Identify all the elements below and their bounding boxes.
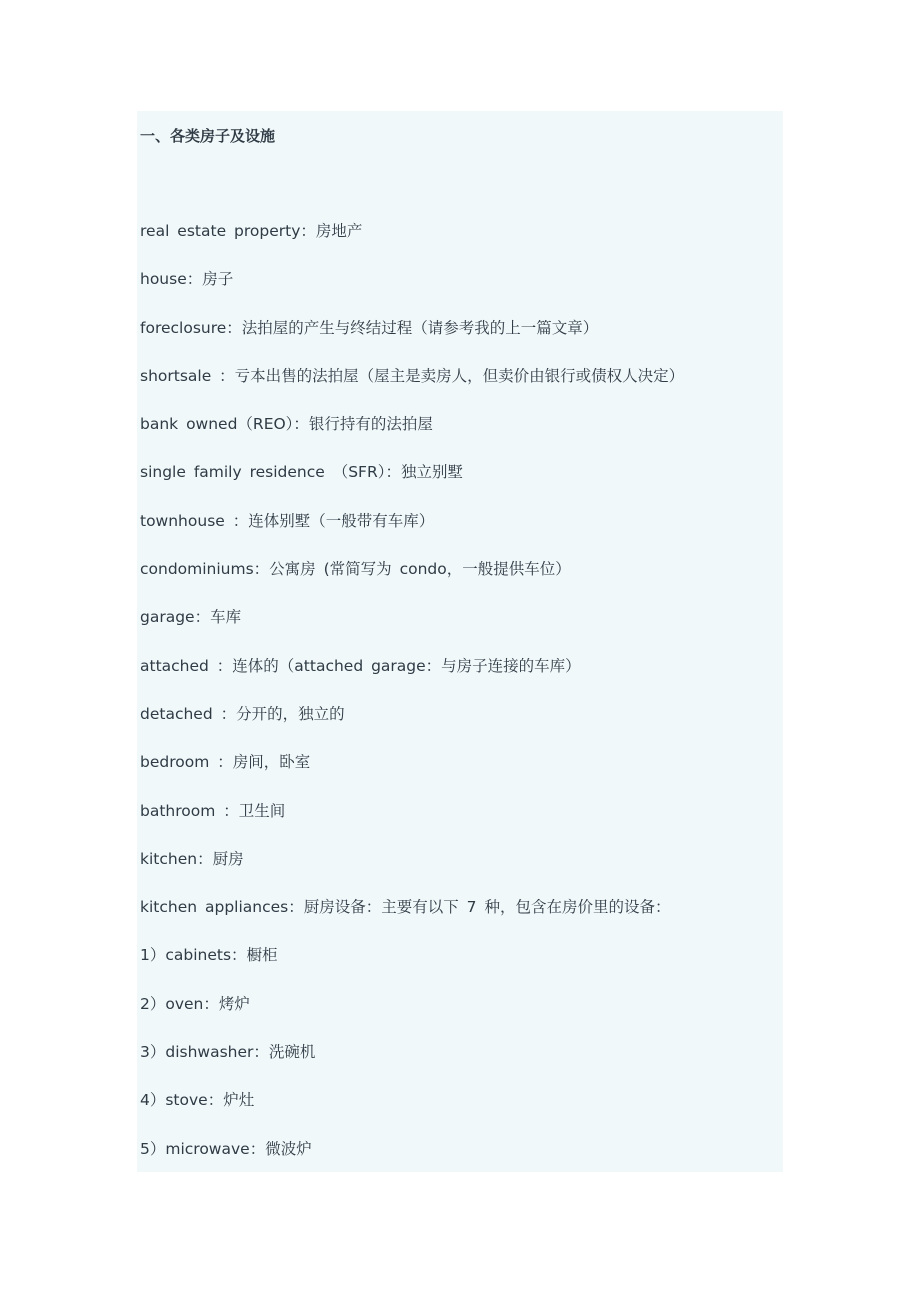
- list-item: 5）microwave：微波炉: [140, 1139, 312, 1158]
- list-item: bank owned（REO）：银行持有的法拍屋: [140, 415, 433, 434]
- list-item: kitchen：厨房: [140, 849, 244, 868]
- list-item: 1）cabinets：橱柜: [140, 946, 278, 965]
- list-item: single family residence （SFR）：独立别墅: [140, 463, 463, 482]
- list-item: foreclosure：法拍屋的产生与终结过程（请参考我的上一篇文章）: [140, 318, 599, 337]
- section-heading: 一、各类房子及设施: [140, 127, 276, 145]
- list-item: townhouse ：连体别墅（一般带有车库）: [140, 511, 435, 530]
- list-item: bathroom ：卫生间: [140, 801, 286, 820]
- list-item: house：房子: [140, 270, 234, 289]
- list-item: attached ：连体的（attached garage：与房子连接的车库）: [140, 656, 581, 675]
- list-item: shortsale ：亏本出售的法拍屋（屋主是卖房人，但卖价由银行或债权人决定）: [140, 366, 685, 385]
- list-item: garage：车库: [140, 608, 242, 627]
- list-item: 3）dishwasher：洗碗机: [140, 1043, 316, 1062]
- list-item: 2）oven：烤炉: [140, 994, 250, 1013]
- list-item: real estate property：房地产: [140, 222, 363, 240]
- list-item: 4）stove：炉灶: [140, 1091, 255, 1110]
- list-item: detached ：分开的，独立的: [140, 704, 345, 723]
- list-item: condominiums：公寓房 (常简写为 condo，一般提供车位）: [140, 560, 571, 579]
- vocabulary-list: [140, 219, 684, 1185]
- list-item: bedroom ：房间，卧室: [140, 753, 311, 772]
- list-item: kitchen appliances：厨房设备：主要有以下 7 种，包含在房价里的设备：: [140, 898, 671, 917]
